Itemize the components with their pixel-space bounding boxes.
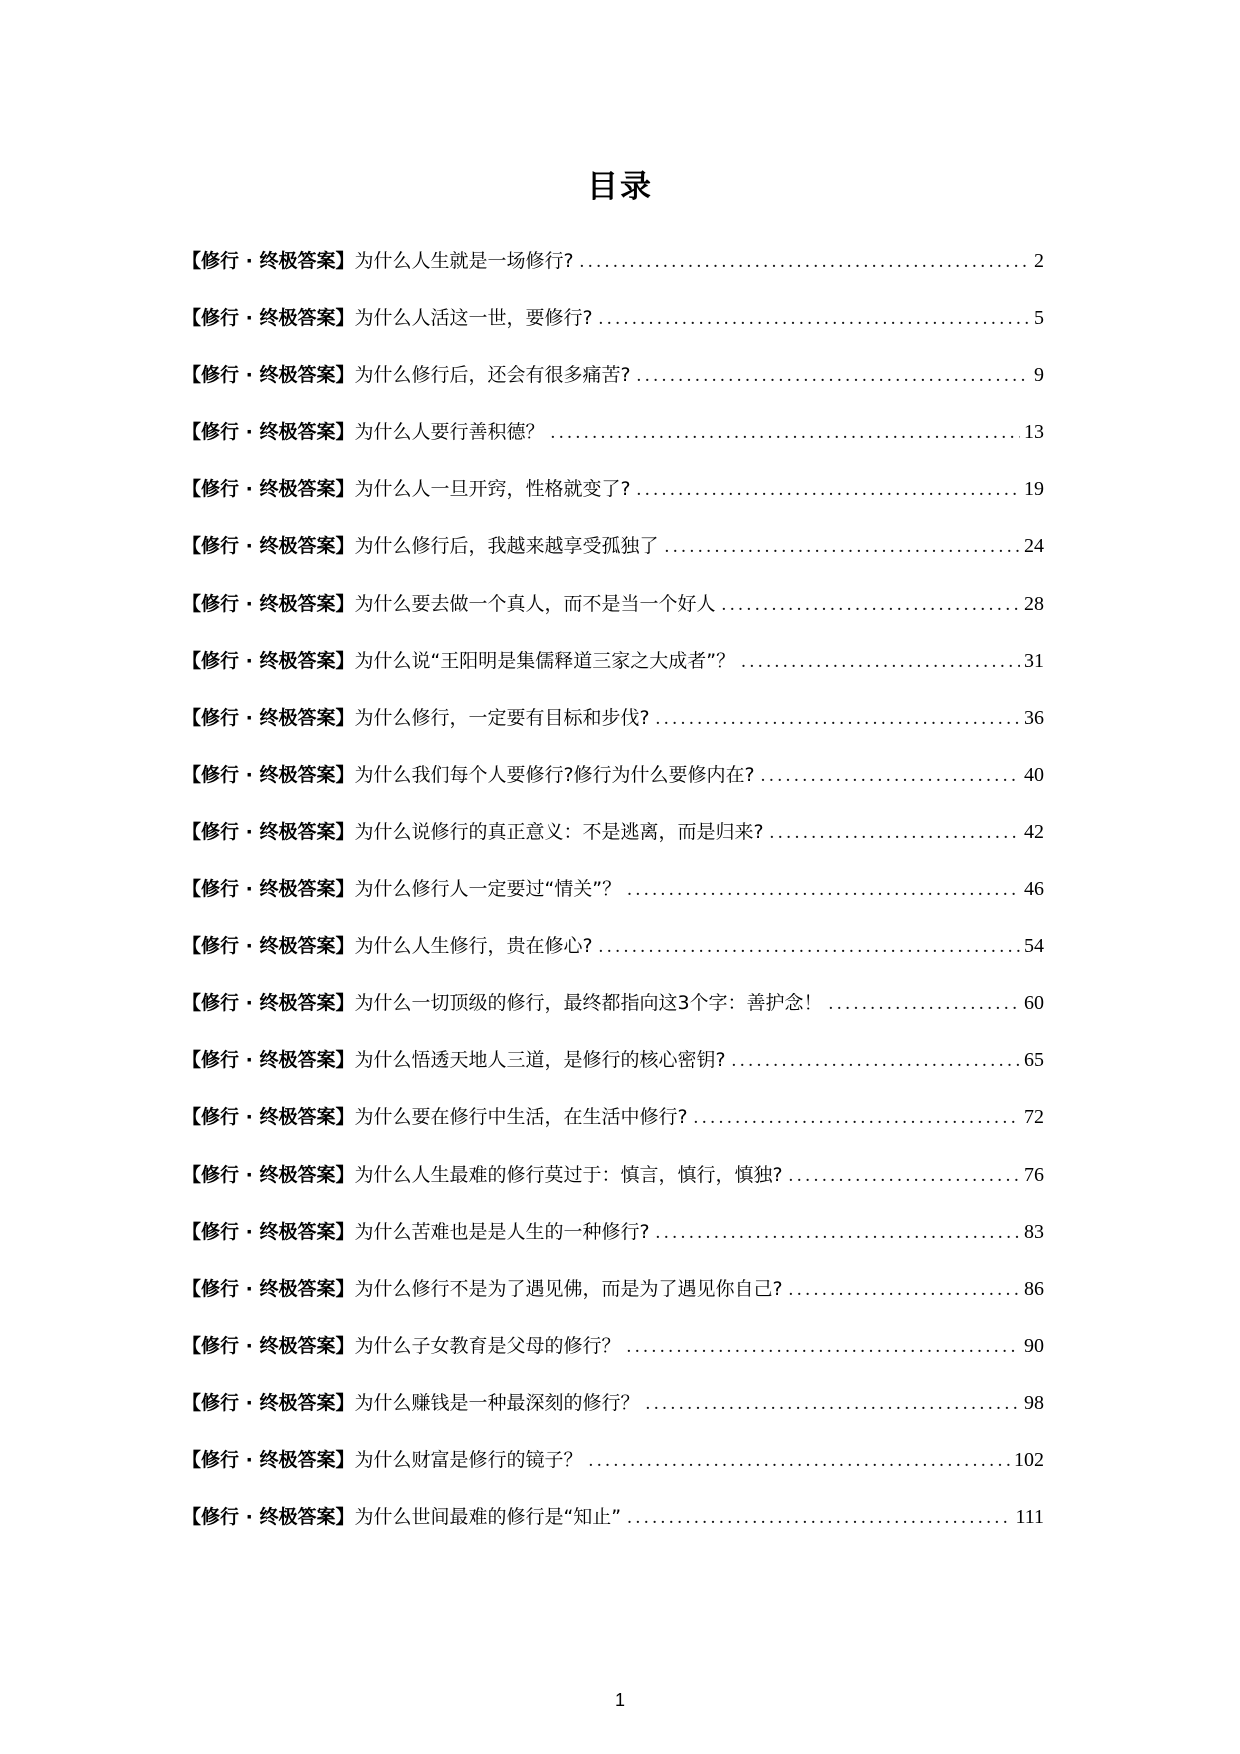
toc-entry-title: 为什么赚钱是一种最深刻的修行？ — [354, 1391, 640, 1414]
toc-entry[interactable] — [182, 817, 1044, 874]
toc-entry-title: 为什么人生最难的修行莫过于：慎言，慎行，慎独? — [354, 1163, 783, 1186]
toc-entry-page-number: 65 — [1024, 1049, 1044, 1072]
toc-entry-series-label: 【修行 · 终极答案】 — [182, 1049, 355, 1072]
toc-entry[interactable] — [182, 1388, 1044, 1445]
toc-entry-series-label: 【修行 · 终极答案】 — [182, 820, 355, 843]
toc-entry-title: 为什么修行后，我越来越享受孤独了 — [354, 535, 659, 558]
toc-entry-title: 为什么悟透天地人三道，是修行的核心密钥? — [354, 1049, 726, 1072]
toc-entry-series-label: 【修行 · 终极答案】 — [182, 307, 355, 330]
toc-entry-page-number: 24 — [1024, 535, 1044, 558]
toc-dot-leader — [741, 647, 1020, 677]
toc-dot-leader — [599, 932, 1020, 962]
toc-entry-title: 为什么世间最难的修行是“知止” — [354, 1506, 622, 1529]
toc-entry-page-number: 13 — [1024, 421, 1044, 444]
toc-entry[interactable] — [182, 874, 1044, 931]
toc-dot-leader — [599, 304, 1030, 334]
toc-entry-title: 为什么要在修行中生活，在生活中修行? — [354, 1106, 688, 1129]
toc-entry-series-label: 【修行 · 终极答案】 — [182, 1106, 355, 1129]
toc-entry[interactable] — [182, 246, 1044, 303]
toc-dot-leader — [588, 1446, 1010, 1476]
toc-entry[interactable] — [182, 1331, 1044, 1388]
toc-entry-series-label: 【修行 · 终极答案】 — [182, 535, 355, 558]
toc-entry[interactable] — [182, 988, 1044, 1045]
toc-entry-page-number: 111 — [1015, 1506, 1044, 1529]
toc-entry-page-number: 98 — [1024, 1391, 1044, 1414]
toc-entry-series-label: 【修行 · 终极答案】 — [182, 1391, 355, 1414]
toc-entry-series-label: 【修行 · 终极答案】 — [182, 1220, 355, 1243]
toc-entry-title: 为什么修行不是为了遇见佛，而是为了遇见你自己? — [354, 1277, 783, 1300]
toc-dot-leader — [550, 418, 1020, 448]
toc-entry-title: 为什么修行，一定要有目标和步伐? — [354, 706, 650, 729]
toc-dot-leader — [789, 1161, 1020, 1191]
toc-entry-title: 为什么我们每个人要修行?修行为什么要修内在? — [354, 763, 755, 786]
toc-dot-leader — [829, 989, 1020, 1019]
toc-entry[interactable] — [182, 360, 1044, 417]
toc-entry[interactable] — [182, 1160, 1044, 1217]
toc-entry-page-number: 60 — [1024, 992, 1044, 1015]
toc-entry-series-label: 【修行 · 终极答案】 — [182, 478, 355, 501]
toc-entry[interactable] — [182, 1502, 1044, 1559]
toc-entry-series-label: 【修行 · 终极答案】 — [182, 706, 355, 729]
toc-dot-leader — [770, 818, 1020, 848]
toc-entry-title: 为什么修行人一定要过“情关”？ — [354, 878, 622, 901]
toc-entry-page-number: 72 — [1024, 1106, 1044, 1129]
toc-entry-page-number: 5 — [1034, 307, 1044, 330]
toc-entry-title: 为什么人生就是一场修行? — [354, 250, 574, 272]
toc-entry[interactable] — [182, 303, 1044, 360]
toc-entry-page-number: 54 — [1024, 935, 1044, 958]
toc-entry[interactable] — [182, 1045, 1044, 1102]
toc-dot-leader — [694, 1103, 1020, 1133]
toc-entry-page-number: 31 — [1024, 649, 1044, 672]
toc-entry-series-label: 【修行 · 终极答案】 — [182, 592, 355, 615]
toc-entry-series-label: 【修行 · 终极答案】 — [182, 1448, 355, 1471]
toc-entry-page-number: 9 — [1034, 364, 1044, 387]
toc-entry[interactable] — [182, 474, 1044, 531]
toc-dot-leader — [637, 361, 1030, 391]
toc-entry-series-label: 【修行 · 终极答案】 — [182, 878, 355, 901]
toc-entry-page-number: 36 — [1024, 706, 1044, 729]
toc-dot-leader — [656, 1218, 1020, 1248]
toc-entry-page-number: 86 — [1024, 1277, 1044, 1300]
toc-entry[interactable] — [182, 417, 1044, 474]
toc-entry-title: 为什么人生修行，贵在修心? — [354, 935, 593, 958]
toc-dot-leader — [627, 875, 1020, 905]
toc-entry-page-number: 83 — [1024, 1220, 1044, 1243]
toc-entry[interactable] — [182, 646, 1044, 703]
toc-entry-page-number: 46 — [1024, 878, 1044, 901]
toc-dot-leader — [789, 1275, 1020, 1305]
toc-entry-page-number: 42 — [1024, 820, 1044, 843]
footer-page-number: 1 — [614, 1690, 625, 1710]
toc-entry-title: 为什么人要行善积德？ — [354, 421, 545, 444]
toc-entry-title: 为什么说“王阳明是集儒释道三家之大成者”？ — [354, 649, 736, 672]
toc-entry[interactable] — [182, 760, 1044, 817]
toc-entry[interactable] — [182, 1102, 1044, 1159]
toc-entry-page-number: 102 — [1014, 1448, 1044, 1471]
toc-entry-title: 为什么人活这一世，要修行? — [354, 307, 593, 330]
toc-entry-page-number: 28 — [1024, 592, 1044, 615]
toc-entry[interactable] — [182, 703, 1044, 760]
toc-entry-page-number: 76 — [1024, 1163, 1044, 1186]
toc-dot-leader — [732, 1046, 1020, 1076]
toc-entry-title: 为什么修行后，还会有很多痛苦? — [354, 364, 631, 387]
toc-entry-page-number: 2 — [1034, 250, 1044, 272]
toc-entry-title: 为什么说修行的真正意义：不是逃离，而是归来? — [354, 820, 764, 843]
toc-entry[interactable] — [182, 1274, 1044, 1331]
toc-entry-page-number: 40 — [1024, 763, 1044, 786]
toc-entry[interactable] — [182, 531, 1044, 588]
toc-dot-leader — [637, 475, 1020, 505]
page-title: 目录 — [587, 169, 653, 205]
toc-dot-leader — [627, 1503, 1011, 1533]
toc-entry-title: 为什么人一旦开窍，性格就变了? — [354, 478, 631, 501]
toc-dot-leader — [626, 1332, 1020, 1362]
toc-entry[interactable] — [182, 1217, 1044, 1274]
toc-entry-page-number: 90 — [1024, 1334, 1044, 1357]
toc-entry-series-label: 【修行 · 终极答案】 — [182, 992, 355, 1015]
toc-entry-series-label: 【修行 · 终极答案】 — [182, 1506, 355, 1529]
toc-dot-leader — [721, 590, 1020, 620]
toc-entry-series-label: 【修行 · 终极答案】 — [182, 1334, 355, 1357]
toc-entry-title: 为什么苦难也是是人生的一种修行? — [354, 1220, 650, 1243]
toc-dot-leader — [761, 761, 1020, 791]
toc-dot-leader — [664, 532, 1020, 562]
toc-entry[interactable] — [182, 931, 1044, 988]
toc-entry-title: 为什么要去做一个真人，而不是当一个好人 — [354, 592, 716, 615]
toc-entry-series-label: 【修行 · 终极答案】 — [182, 364, 355, 387]
toc-entry[interactable] — [182, 589, 1044, 646]
toc-dot-leader — [656, 704, 1020, 734]
toc-dot-leader — [580, 247, 1030, 277]
toc-entry-series-label: 【修行 · 终极答案】 — [182, 421, 355, 444]
toc-entry[interactable] — [182, 1445, 1044, 1502]
toc-entry-series-label: 【修行 · 终极答案】 — [182, 649, 355, 672]
toc-entry-series-label: 【修行 · 终极答案】 — [182, 763, 355, 786]
toc-entry-series-label: 【修行 · 终极答案】 — [182, 935, 355, 958]
toc-entry-page-number: 19 — [1024, 478, 1044, 501]
toc-entry-series-label: 【修行 · 终极答案】 — [182, 250, 355, 272]
toc-entry-title: 为什么一切顶级的修行，最终都指向这3个字：善护念！ — [354, 992, 823, 1015]
toc-entry-title: 为什么财富是修行的镜子？ — [354, 1448, 583, 1471]
toc-entry-series-label: 【修行 · 终极答案】 — [182, 1163, 355, 1186]
toc-entry-title: 为什么子女教育是父母的修行？ — [354, 1334, 621, 1357]
toc-dot-leader — [645, 1389, 1020, 1419]
toc-entry-series-label: 【修行 · 终极答案】 — [182, 1277, 355, 1300]
table-of-contents — [182, 246, 1044, 1559]
